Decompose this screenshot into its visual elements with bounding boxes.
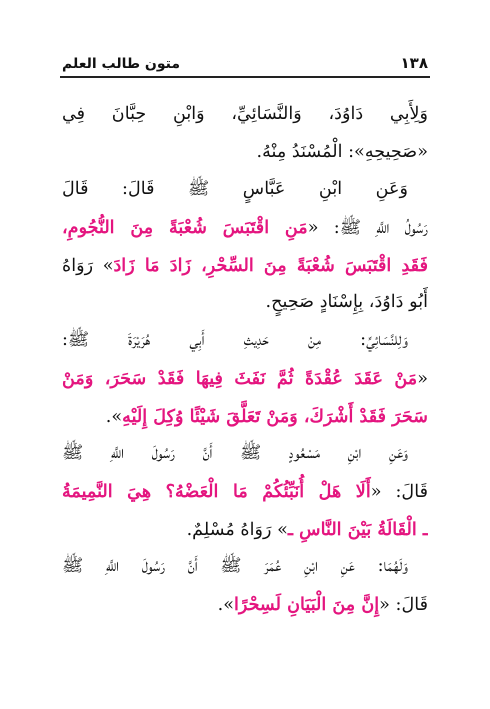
text-segment: رَسُولُ اللَّهِ ﷺ: « bbox=[307, 218, 428, 239]
text-segment: وَلَهُمَا: عَنِ ابْنِ عُمَرَ ﷺ أَنَّ رَسُولَ اللَّهِ ﷺ bbox=[62, 556, 408, 577]
hadith-highlight: ـ الْقَالَةُ بَيْنَ النَّاسِ ـ bbox=[287, 518, 428, 540]
text-line bbox=[62, 511, 428, 549]
text-line bbox=[62, 548, 428, 586]
text-line bbox=[62, 134, 428, 172]
text-line bbox=[62, 171, 428, 209]
hadith-highlight: أَلَا هَلْ أُنَبِّئُكُمْ مَا الْعَضْهُ؟ هِيَ النَّمِيمَةُ bbox=[62, 480, 371, 502]
text-segment: وَعَنِ ابْنِ مَسْعُودٍ ﷺ أَنَّ رَسُولَ اللَّهِ ﷺ bbox=[62, 443, 408, 464]
text-segment: ». bbox=[105, 406, 123, 427]
hadith-highlight: فَقَدِ اقْتَبَسَ شُعْبَةً مِنَ السِّحْرِ، زَادَ مَا زَادَ bbox=[113, 254, 428, 276]
text-line bbox=[62, 209, 428, 247]
text-line bbox=[62, 586, 428, 624]
text-segment: قَالَ: « bbox=[370, 481, 428, 502]
text-segment: » رَوَاهُ bbox=[62, 255, 114, 276]
running-title: متون طالب العلم bbox=[62, 56, 181, 72]
text-line bbox=[62, 360, 428, 398]
hadith-highlight: مَنِ اقْتَبَسَ شُعْبَةً مِنَ النُّجُومِ، bbox=[62, 217, 308, 239]
text-segment: » رَوَاهُ مُسْلِمٌ. bbox=[186, 519, 288, 540]
text-line bbox=[62, 322, 428, 360]
hadith-highlight: سَحَرَ فَقَدْ أَشْرَكَ، وَمَنْ تَعَلَّقَ شَيْئًا وُكِلَ إِلَيْهِ bbox=[122, 405, 428, 427]
page-number: ١٣٨ bbox=[400, 54, 428, 72]
text-line bbox=[62, 284, 428, 322]
hadith-highlight: إِنَّ مِنَ الْبَيَانِ لَسِحْرًا bbox=[233, 593, 380, 615]
text-segment: أَبُو دَاوُدَ، بِإِسْنَادٍ صَحِيحٍ. bbox=[265, 292, 428, 313]
page-header bbox=[62, 44, 428, 72]
text-body bbox=[62, 96, 428, 624]
text-segment: « bbox=[417, 368, 428, 389]
text-line bbox=[62, 96, 428, 134]
hadith-highlight: مَنْ عَقَدَ عُقْدَةً ثُمَّ نَفَثَ فِيهَا فَقَدْ سَحَرَ، وَمَنْ bbox=[62, 367, 418, 389]
text-segment: وَعَنِ ابْنِ عَبَّاسٍ ﷺ قَالَ: قَالَ bbox=[62, 179, 408, 200]
text-segment: وَلِأَبِي دَاوُدَ، وَالنَّسَائِيِّ، وَابْنِ حِبَّانَ فِي bbox=[62, 104, 428, 124]
text-line bbox=[62, 398, 428, 436]
text-segment: وَلِلنَّسَائِيِّ: مِنْ حَدِيثِ أَبِي هُرَيْرَةَ ﷺ: bbox=[62, 330, 408, 351]
header-rule bbox=[60, 76, 430, 78]
text-segment: ». bbox=[217, 594, 234, 615]
text-segment: قَالَ: « bbox=[379, 594, 428, 615]
text-segment: «صَحِيحِهِ»: الْمُسْنَدُ مِنْهُ. bbox=[256, 141, 428, 162]
text-line bbox=[62, 435, 428, 473]
text-line bbox=[62, 473, 428, 511]
text-line bbox=[62, 247, 428, 285]
